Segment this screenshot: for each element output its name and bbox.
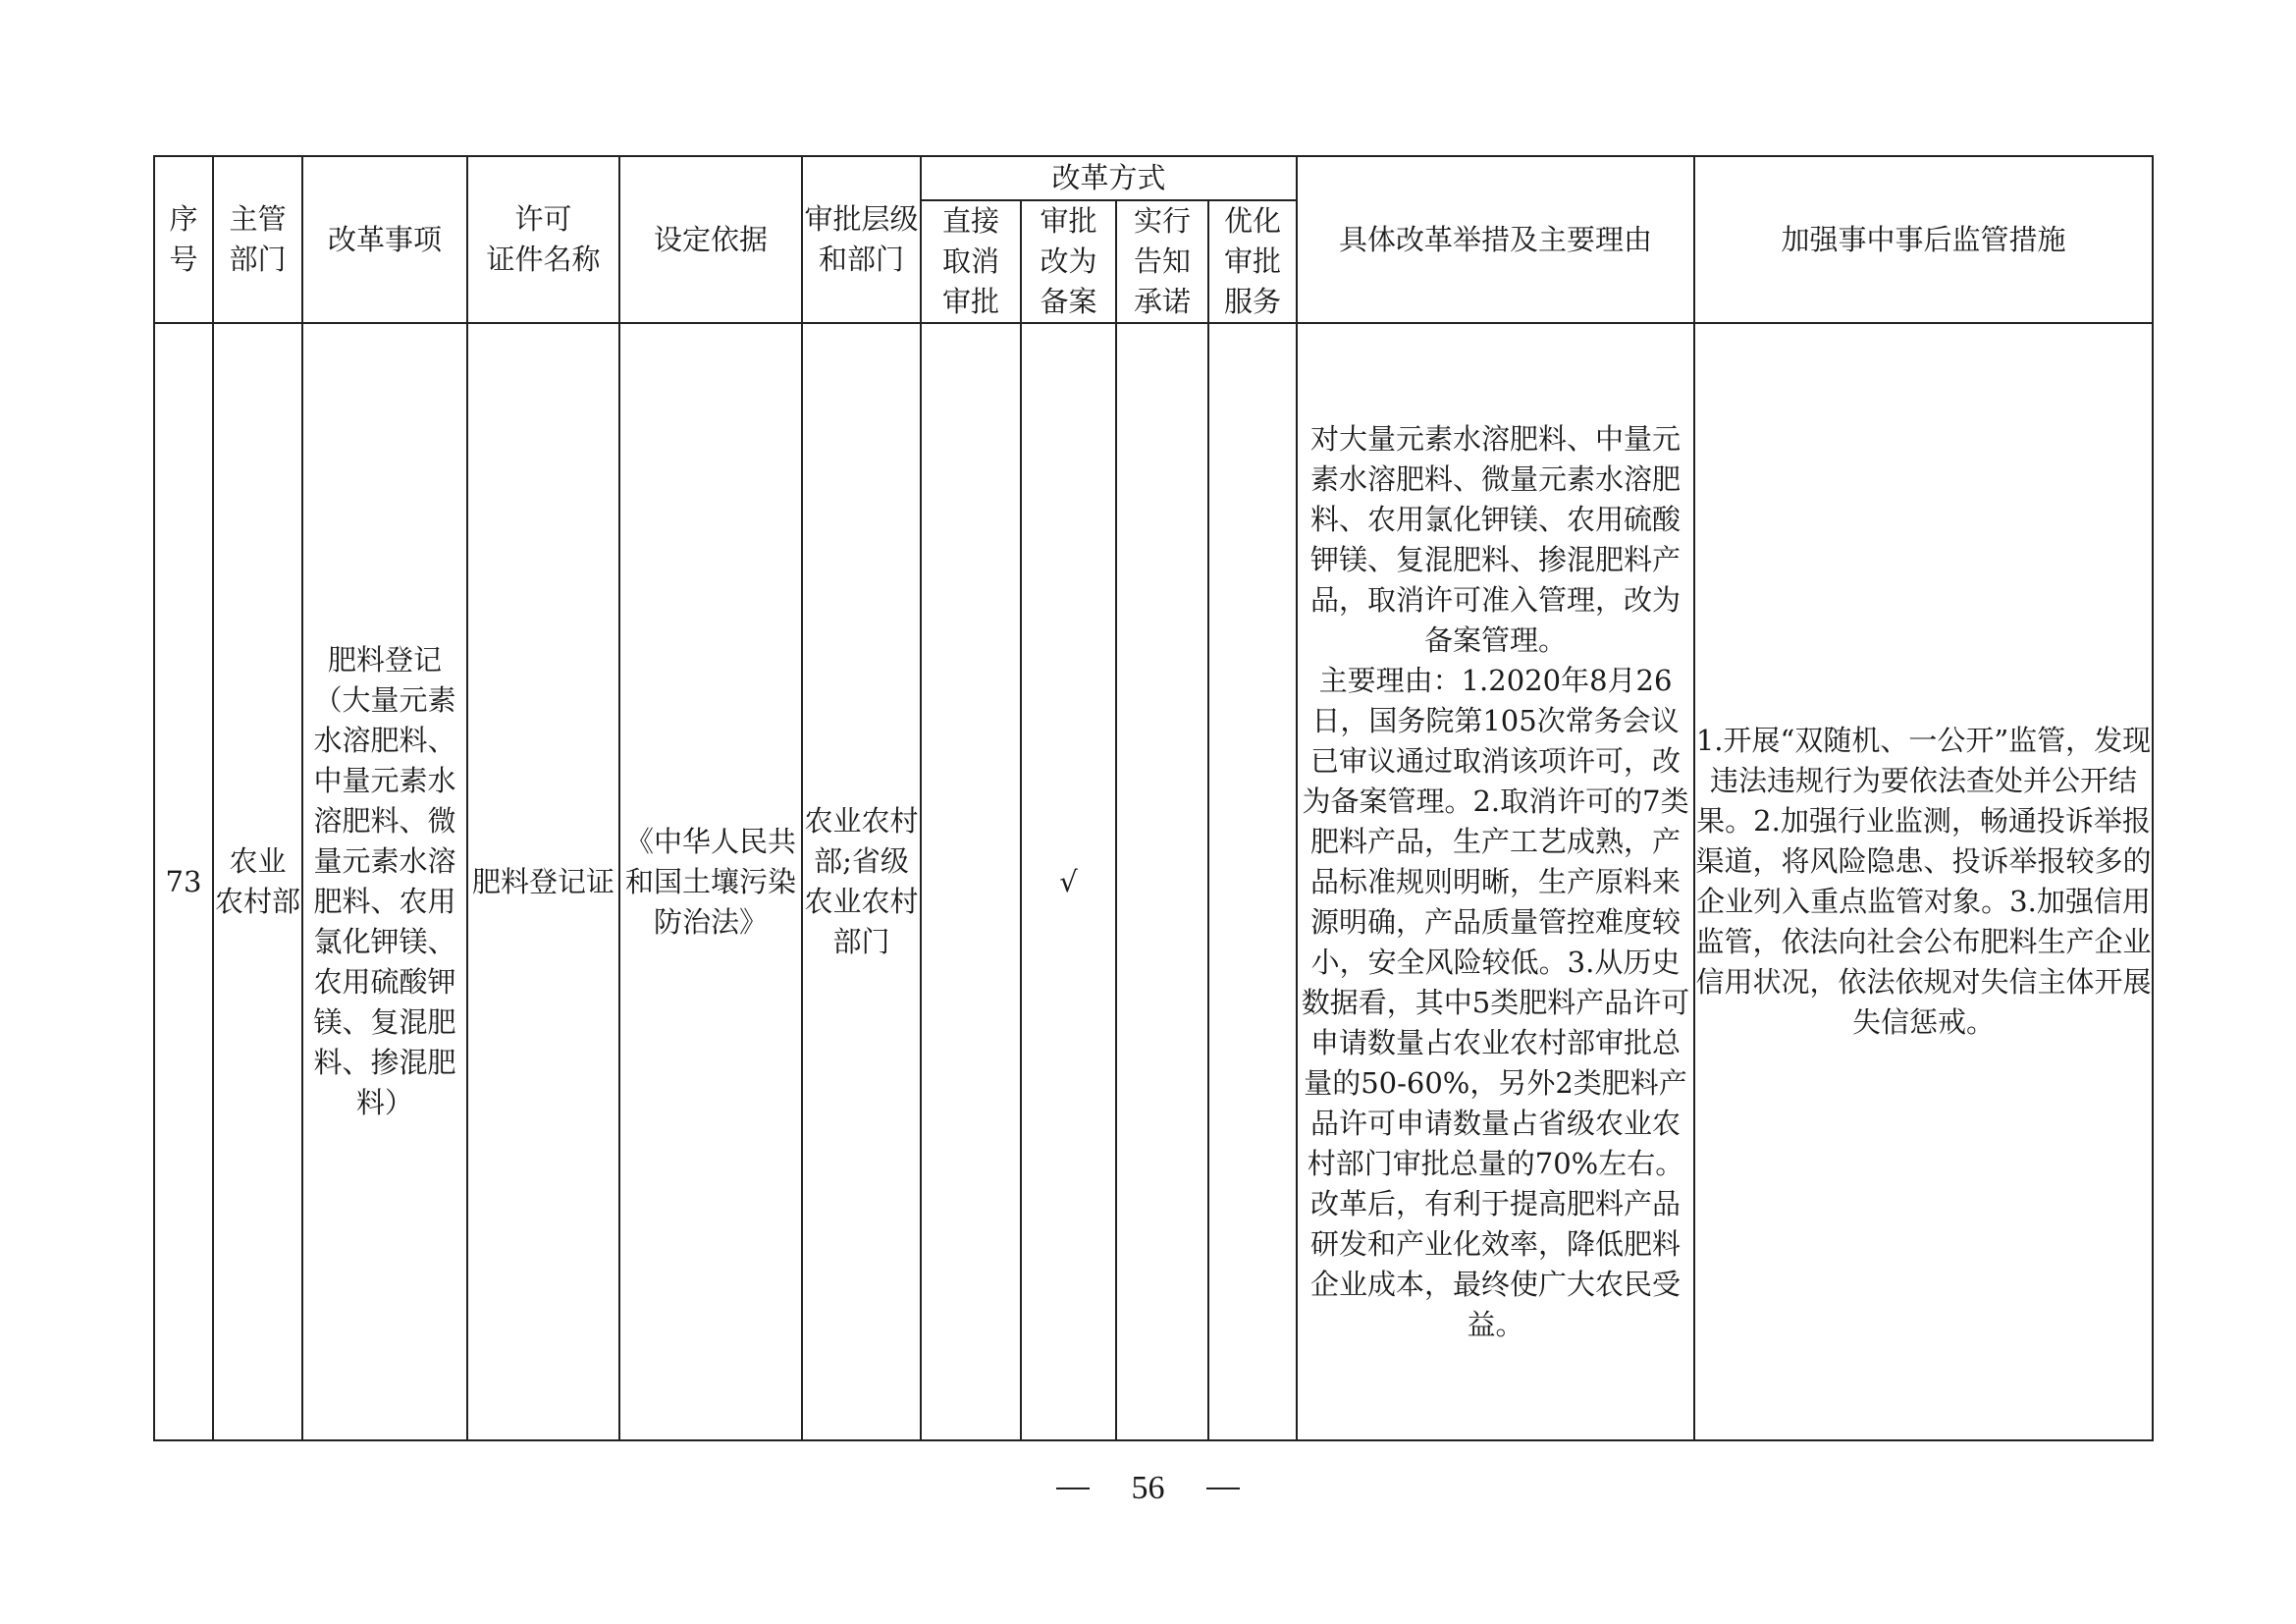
cell-seq: 73 [154,323,213,1440]
page-number: 56 [1131,1470,1165,1507]
page-footer [0,1468,2296,1507]
header-license: 许可 证件名称 [467,156,619,323]
cell-license: 肥料登记证 [467,323,619,1440]
cell-measures: 对大量元素水溶肥料、中量元素水溶肥料、微量元素水溶肥料、农用氯化钾镁、农用硫酸钾镁、复混肥料、掺混肥料产品，取消许可准入管理，改为备案管理。 主要理由：1.2020年8月26日，国务院第105次常务会议已审议通过取消该项许可，改为备案管理。2.取消许可的7类肥料产品，生产工艺成熟，产品标准规则明晰，生产原料来源明确，产品质量管控难度较小，安全风险较低。3.从历史数据看，其中5类肥料产品许可申请数量占农业农村部审批总量的50-60%，另外2类肥料产品许可申请数量占省级农业农村部门审批总量的70%左右。改革后，有利于提高肥料产品研发和产业化效率，降低肥料企业成本，最终使广大农民受益。 [1297,323,1694,1440]
cell-supervision: 1.开展“双随机、一公开”监管，发现违法违规行为要依法查处并公开结果。2.加强行业监测，畅通投诉举报渠道，将风险隐患、投诉举报较多的企业列入重点监管对象。3.加强信用监管，依法向社会公布肥料生产企业信用状况，依法依规对失信主体开展失信惩戒。 [1694,323,2153,1440]
header-matter: 改革事项 [302,156,467,323]
footer-dash-right [1206,1488,1240,1489]
header-supervision: 加强事中事后监管措施 [1694,156,2153,323]
cell-mode-optimize [1208,323,1297,1440]
table-row [154,323,2153,1440]
header-measures: 具体改革举措及主要理由 [1297,156,1694,323]
cell-mode-record: √ [1021,323,1116,1440]
cell-basis: 《中华人民共和国土壤污染防治法》 [619,323,802,1440]
header-reform-mode: 改革方式 [921,156,1297,200]
cell-mode-notify [1116,323,1208,1440]
reform-table [153,155,2154,1441]
header-level: 审批层级 和部门 [802,156,921,323]
cell-level: 农业农村部;省级农业农村部门 [802,323,921,1440]
header-mode-cancel: 直接 取消 审批 [921,200,1021,323]
cell-mode-cancel [921,323,1021,1440]
header-mode-notify: 实行 告知 承诺 [1116,200,1208,323]
cell-dept: 农业 农村部 [213,323,302,1440]
cell-matter: 肥料登记（大量元素水溶肥料、中量元素水溶肥料、微量元素水溶肥料、农用氯化钾镁、农用硫酸钾镁、复混肥料、掺混肥料） [302,323,467,1440]
footer-dash-left [1056,1488,1090,1489]
header-mode-record: 审批 改为 备案 [1021,200,1116,323]
header-seq: 序 号 [154,156,213,323]
header-mode-optimize: 优化 审批 服务 [1208,200,1297,323]
header-dept: 主管 部门 [213,156,302,323]
header-basis: 设定依据 [619,156,802,323]
